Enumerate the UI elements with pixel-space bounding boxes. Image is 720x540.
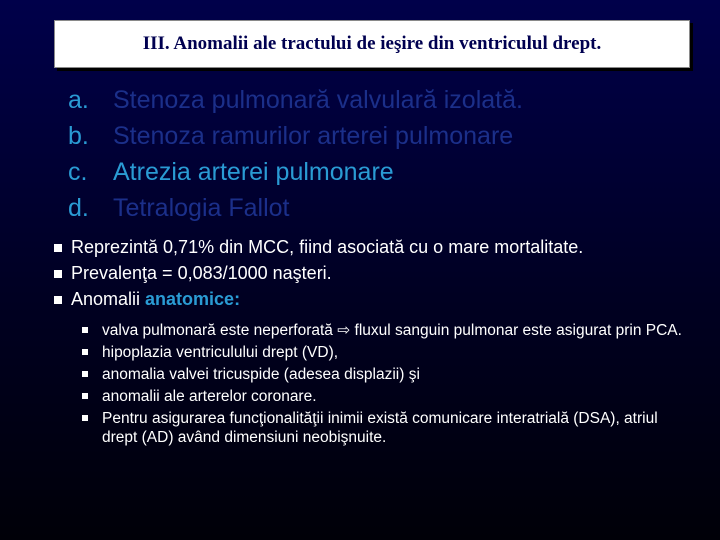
slide-title-box	[54, 20, 690, 68]
list-item-text: Tetralogia Fallot	[113, 194, 290, 222]
list-item-text: Stenoza ramurilor arterei pulmonare	[113, 122, 514, 150]
sub-bullet-item	[82, 387, 682, 406]
bullet-item	[54, 286, 583, 312]
slide-title: III. Anomalii ale tractului de ieşire din ventriculul drept.	[142, 33, 602, 54]
list-letter: d.	[68, 194, 89, 222]
square-bullet-icon	[82, 415, 88, 421]
square-bullet-icon	[82, 349, 88, 355]
square-bullet-icon	[54, 296, 62, 304]
bullet-text-prefix: Anomalii	[71, 289, 146, 309]
list-letter: b.	[68, 122, 89, 150]
list-letter: c.	[68, 158, 88, 186]
text-part: valva pulmonară este neperforată	[102, 322, 338, 339]
list-letter: a.	[68, 86, 89, 114]
sub-bullet-item	[82, 343, 682, 362]
square-bullet-icon	[82, 393, 88, 399]
list-item-text: Atrezia arterei pulmonare	[113, 158, 394, 186]
list-item-text: Stenoza pulmonară valvulară izolată.	[113, 86, 523, 114]
list-item-c	[68, 154, 523, 190]
bullet-text: Prevalenţa = 0,083/1000 naşteri.	[71, 263, 332, 283]
right-arrow-icon: ⇨	[337, 322, 351, 339]
bullet-item	[54, 234, 583, 260]
square-bullet-icon	[82, 327, 88, 333]
bullet-text	[71, 286, 240, 312]
square-bullet-icon	[54, 270, 62, 278]
anatomy-sub-list	[82, 321, 682, 450]
text-part: fluxul sanguin pulmonar este asigurat prin PCA.	[350, 322, 682, 339]
bullet-text: Reprezintă 0,71% din MCC, fiind asociată cu o mare mortalitate.	[71, 237, 584, 257]
sub-bullet-item	[82, 409, 682, 447]
anomaly-types-list	[68, 82, 523, 226]
sub-bullet-text: hipoplazia ventriculului drept (VD),	[102, 344, 339, 361]
sub-bullet-item	[82, 321, 682, 340]
sub-bullet-text: anomalia valvei tricuspide (adesea displazii) şi	[102, 366, 420, 383]
main-bullet-list	[54, 234, 583, 312]
sub-bullet-text: anomalii ale arterelor coronare.	[102, 388, 317, 405]
list-item-d	[68, 190, 523, 226]
bullet-item	[54, 260, 583, 286]
highlight-text: anatomice:	[145, 289, 241, 309]
sub-bullet-text: Pentru asigurarea funcţionalităţii inimii există comunicare interatrială (DSA), atriul drept (AD) având dimensiuni neobişnuite.	[102, 410, 658, 446]
square-bullet-icon	[82, 371, 88, 377]
list-item-b	[68, 118, 523, 154]
list-item-a	[68, 82, 523, 118]
square-bullet-icon	[54, 244, 62, 252]
sub-bullet-text	[102, 321, 682, 340]
sub-bullet-item	[82, 365, 682, 384]
